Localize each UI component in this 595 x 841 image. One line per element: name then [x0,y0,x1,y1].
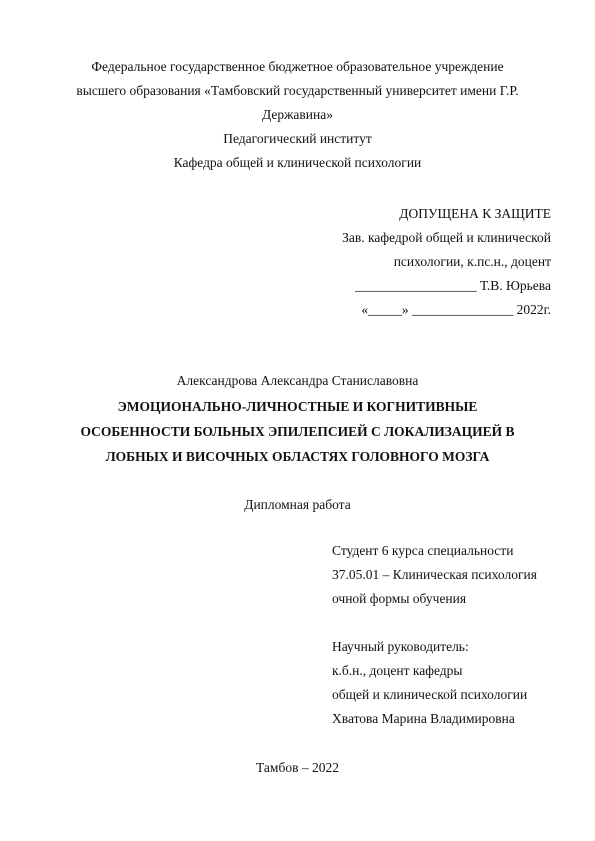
author-name: Александрова Александра Станиславовна [176,373,419,388]
thesis-title-line-1: ЭМОЦИОНАЛЬНО-ЛИЧНОСТНЫЕ И КОГНИТИВНЫЕ [117,399,478,414]
thesis-title-line-3: ЛОБНЫХ И ВИСОЧНЫХ ОБЛАСТЯХ ГОЛОВНОГО МОЗГА [105,449,490,464]
thesis-title-line-2: ОСОБЕННОСТИ БОЛЬНЫХ ЭПИЛЕПСИЕЙ С ЛОКАЛИЗАЦИЕЙ В [80,424,515,439]
department-name: Кафедра общей и клинической психологии [173,155,422,170]
supervisor-name: Хватова Марина Владимировна [332,711,515,726]
supervisor-degree: к.б.н., доцент кафедры [332,663,463,678]
approval-line-1: Зав. кафедрой общей и клинической [342,230,551,245]
student-line-3: очной формы обучения [332,591,467,606]
approval-date: «_____» _______________ 2022г. [361,302,551,317]
supervisor-heading: Научный руководитель: [332,639,469,654]
approval-heading: ДОПУЩЕНА К ЗАЩИТЕ [399,206,551,221]
supervisor-department: общей и клинической психологии [332,687,528,702]
student-line-2: 37.05.01 – Клиническая психология [332,567,537,582]
approval-line-2: психологии, к.пс.н., доцент [393,254,551,269]
work-type: Дипломная работа [244,497,351,512]
city-year: Тамбов – 2022 [256,760,339,775]
header-line-3: Державина» [261,107,333,122]
student-line-1: Студент 6 курса специальности [332,543,514,558]
approval-signature: __________________ Т.В. Юрьева [355,278,551,293]
header-line-2: высшего образования «Тамбовский государственный университет имени Г.Р. [76,83,519,98]
header-line-1: Федеральное государственное бюджетное образовательное учреждение [91,59,504,74]
institute-name: Педагогический институт [223,131,372,146]
